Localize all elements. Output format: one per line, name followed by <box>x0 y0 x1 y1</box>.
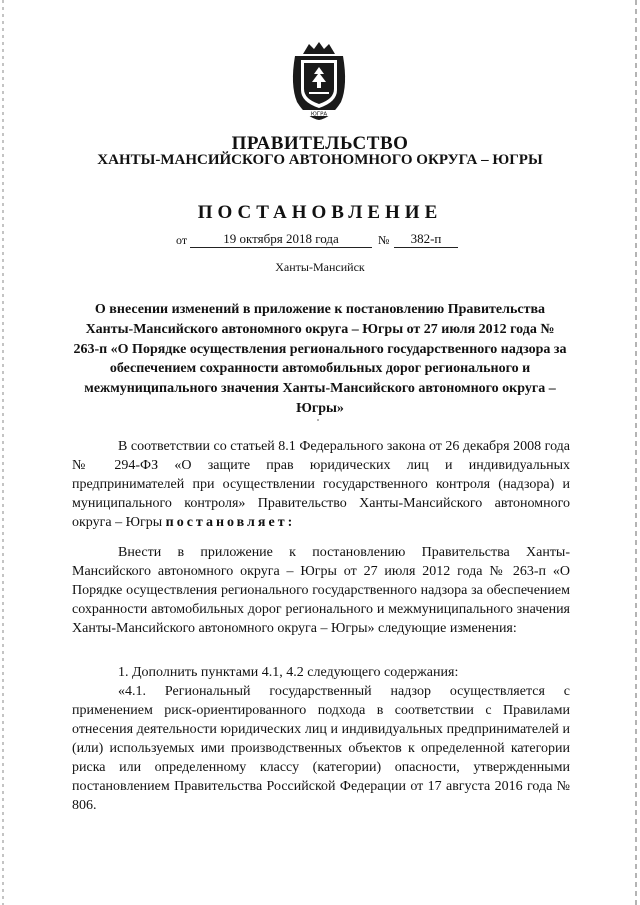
document-heading: О внесении изменений в приложение к постановлению Правительства Ханты-Мансийского автономного округа – Югры от 27 июля 2012 года № 263-п «О Порядке осуществления регионального государственного надзора за обеспечением сохранности автомобильных дорог регионального и межмуниципального значения Ханты-Мансийского автономного округа – Югры» <box>73 302 567 416</box>
document-type: ПОСТАНОВЛЕНИЕ <box>197 202 443 223</box>
preamble-text: В соответствии со статьей 8.1 Федерального закона от 26 декабря 2008 года № 294-ФЗ «О защите прав юридических лиц и индивидуальных предпринимателей при осуществлении государственного контроля (надзора) и муниципального контроля» Правительство Ханты-Мансийского автономного округа – Югры <box>72 439 570 530</box>
date-number-line <box>176 232 476 250</box>
paragraph-4-1: «4.1. Региональный государственный надзор осуществляется с применением риск-ориентированного подхода в соответствии с Правилами отнесения деятельности юридических лиц и индивидуальных предпринимателей и (или) используемых ими производственных объектов к определенной категории риска или определенному классу (категории) опасности, утвержденными постановлением Правительства Российской Федерации от 17 августа 2016 года № 806. <box>72 684 570 813</box>
document-number: 382-п <box>394 231 458 248</box>
paragraph-amend: Внести в приложение к постановлению Правительства Ханты-Мансийского автономного округа – Югры от 27 июля 2012 года № 263-п «О Порядке осуществления регионального государственного надзора за обеспечением сохранности автомобильных дорог регионального и межмуниципального значения Ханты-Мансийского автономного округа – Югры» следующие изменения: <box>72 545 570 636</box>
paragraph-item-1: 1. Дополнить пунктами 4.1, 4.2 следующего содержания: <box>118 665 459 680</box>
government-title: ПРАВИТЕЛЬСТВО <box>231 133 409 154</box>
emblem-caption: ЮГРА <box>310 111 328 118</box>
government-subtitle: ХАНТЫ-МАНСИЙСКОГО АВТОНОМНОГО ОКРУГА – ЮГРЫ <box>97 152 543 168</box>
date-prefix: от <box>176 233 188 247</box>
city: Ханты-Мансийск <box>275 260 365 274</box>
document-date: 19 октября 2018 года <box>190 231 372 248</box>
resolves-word: постановляет: <box>165 515 296 530</box>
scan-speck <box>317 419 319 421</box>
paragraph-preamble <box>72 437 570 532</box>
number-prefix: № <box>378 233 390 247</box>
coat-of-arms-icon <box>287 40 351 122</box>
